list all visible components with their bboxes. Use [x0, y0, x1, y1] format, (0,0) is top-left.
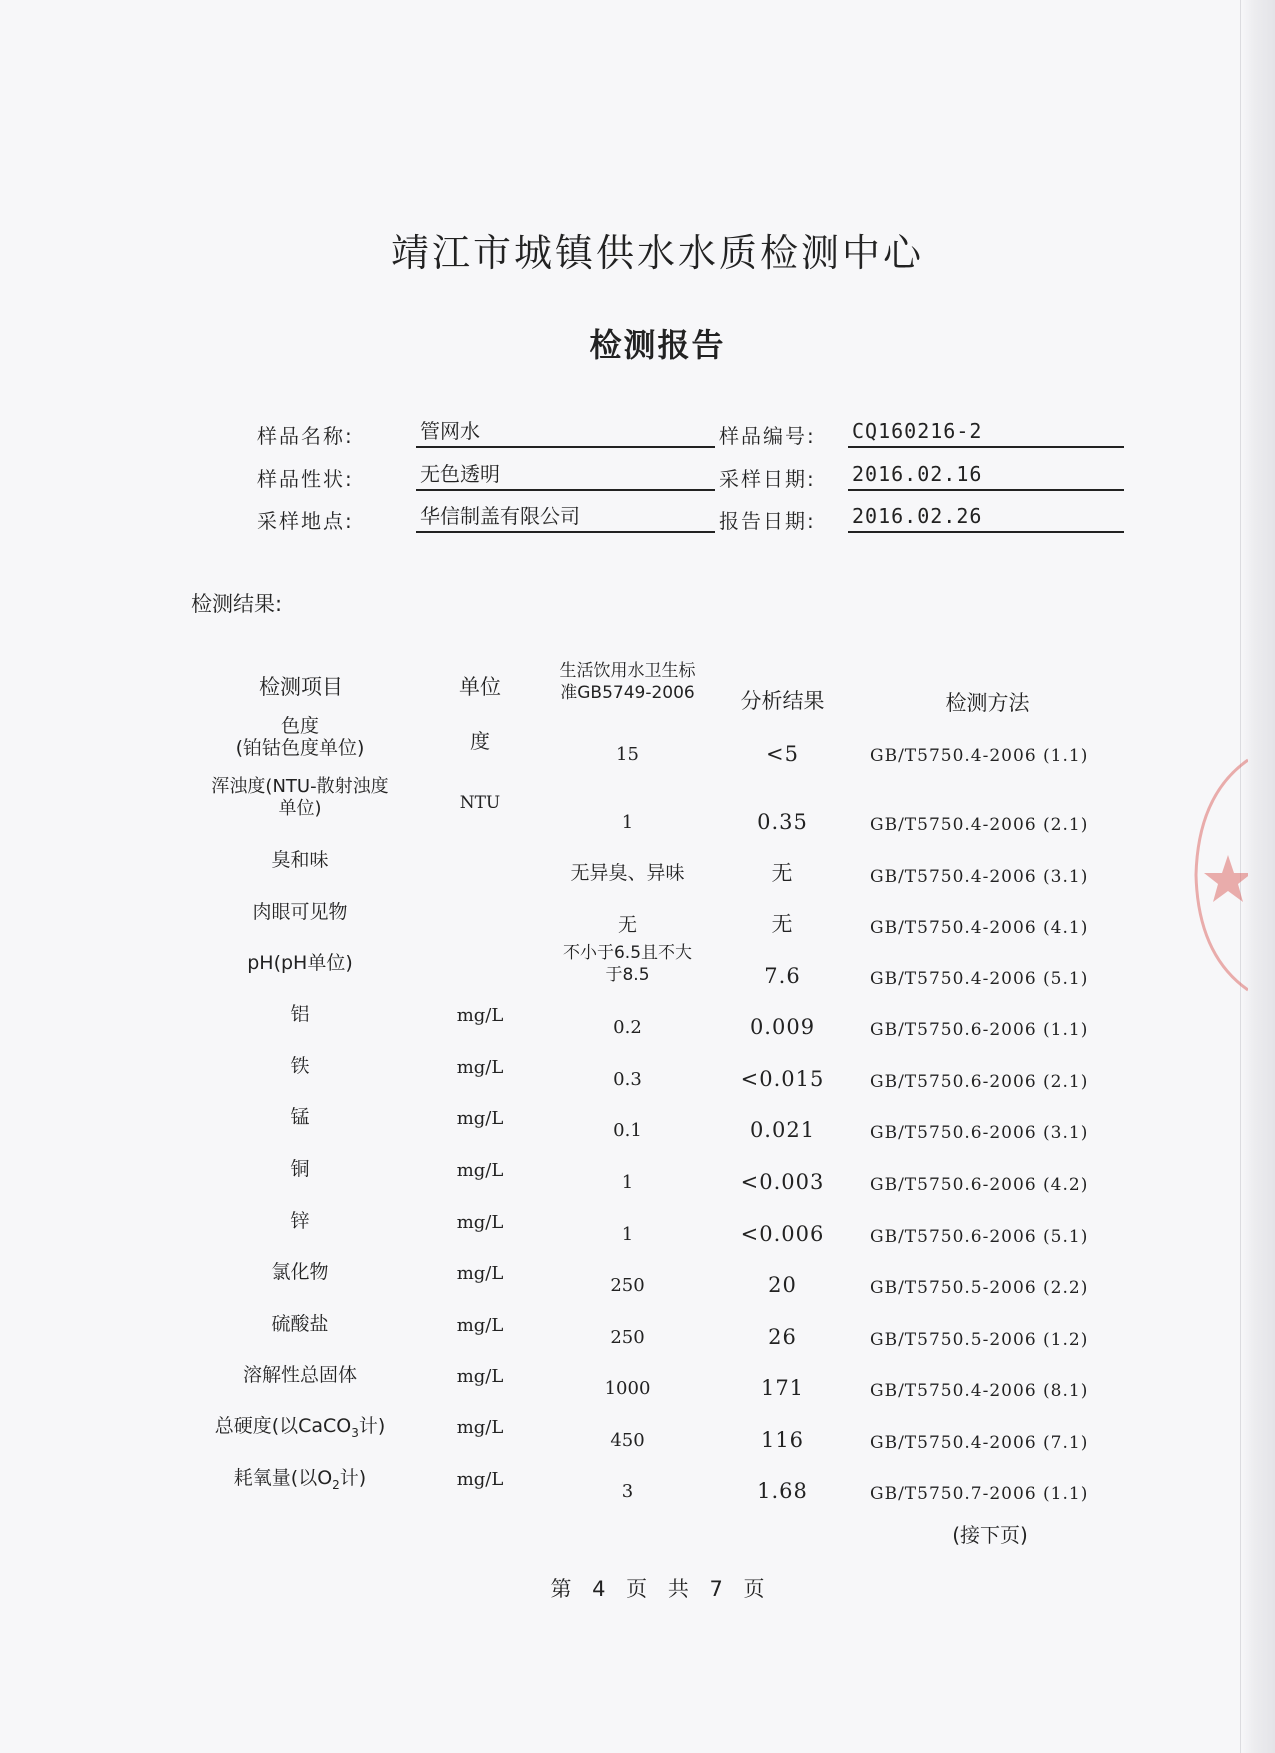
row-standard: 0.2 — [613, 1017, 642, 1038]
sampling-date-label: 采样日期: — [719, 467, 816, 491]
sampling-site-label: 采样地点: — [257, 509, 354, 533]
row-result: <0.006 — [740, 1222, 825, 1246]
page-number: 第 4 页 共 7 页 — [550, 1577, 765, 1601]
row-item: 铝 — [290, 1003, 310, 1025]
row-method: GB/T5750.5-2006 (2.2) — [870, 1278, 1089, 1298]
row-unit: mg/L — [456, 1315, 504, 1336]
row-item: 锰 — [290, 1106, 310, 1128]
row-result: 0.009 — [749, 1015, 816, 1039]
row-standard: 不小于6.5且不大 于8.5 — [562, 943, 693, 985]
row-unit: mg/L — [456, 1263, 504, 1284]
results-label: 检测结果: — [191, 592, 283, 616]
row-result: 0.35 — [757, 810, 808, 834]
header-item: 检测项目 — [259, 675, 343, 699]
sample-number-value: CQ160216-2 — [848, 416, 1124, 448]
sample-name-value: 管网水 — [416, 416, 715, 448]
row-method: GB/T5750.6-2006 (5.1) — [870, 1227, 1089, 1247]
row-result: 7.6 — [764, 964, 801, 988]
row-method: GB/T5750.6-2006 (3.1) — [870, 1123, 1089, 1143]
row-standard: 1 — [621, 812, 634, 833]
red-seal-stamp — [1188, 755, 1248, 995]
row-item: 耗氧量(以$O_2$计) — [233, 1467, 367, 1492]
row-method: GB/T5750.4-2006 (4.1) — [870, 918, 1089, 938]
row-item: 铁 — [290, 1055, 310, 1077]
header-standard: 生活饮用水卫生标 准GB5749-2006 — [559, 661, 696, 703]
row-method: GB/T5750.4-2006 (3.1) — [870, 867, 1089, 887]
report-date-value: 2016.02.26 — [848, 501, 1124, 533]
report-title: 检测报告 — [589, 326, 726, 364]
header-result: 分析结果 — [740, 689, 825, 713]
row-result: 1.68 — [757, 1479, 808, 1503]
row-item: 铜 — [290, 1158, 310, 1180]
row-standard: 无异臭、异味 — [570, 862, 685, 884]
row-result: <5 — [766, 742, 799, 766]
continued-note: (接下页) — [952, 1523, 1028, 1547]
row-item: 氯化物 — [271, 1261, 329, 1283]
header-unit: 单位 — [459, 675, 501, 699]
row-standard: 1 — [621, 1172, 634, 1193]
row-unit: mg/L — [456, 1160, 504, 1181]
row-result: 无 — [771, 912, 794, 936]
row-result: 无 — [771, 861, 794, 885]
row-item: pH(pH单位) — [247, 952, 353, 974]
row-item: 硫酸盐 — [271, 1313, 329, 1335]
row-standard: 250 — [610, 1275, 645, 1296]
row-method: GB/T5750.4-2006 (8.1) — [870, 1381, 1089, 1401]
row-method: GB/T5750.6-2006 (2.1) — [870, 1072, 1089, 1092]
row-standard: 0.1 — [613, 1120, 642, 1141]
row-standard: 3 — [621, 1481, 634, 1502]
row-item: 色度 (铂钴色度单位) — [235, 715, 365, 759]
row-standard: 0.3 — [613, 1069, 642, 1090]
row-result: 26 — [768, 1325, 797, 1349]
row-result: <0.003 — [740, 1170, 825, 1194]
row-unit: mg/L — [456, 1005, 504, 1026]
row-item: 溶解性总固体 — [242, 1364, 357, 1386]
row-result: <0.015 — [740, 1067, 825, 1091]
sampling-site-value: 华信制盖有限公司 — [416, 501, 715, 533]
row-method: GB/T5750.4-2006 (1.1) — [870, 746, 1089, 766]
row-result: 20 — [768, 1273, 797, 1297]
row-method: GB/T5750.6-2006 (1.1) — [870, 1020, 1089, 1040]
row-unit: mg/L — [456, 1366, 504, 1387]
report-date-label: 报告日期: — [719, 509, 816, 533]
row-method: GB/T5750.4-2006 (2.1) — [870, 815, 1089, 835]
sample-number-label: 样品编号: — [719, 424, 816, 448]
row-item: 浑浊度(NTU-散射浊度 单位) — [211, 776, 389, 819]
row-standard: 1 — [621, 1224, 634, 1245]
header-method: 检测方法 — [945, 691, 1030, 715]
row-item: 臭和味 — [271, 849, 329, 871]
organization-name: 靖江市城镇供水水质检测中心 — [390, 231, 924, 275]
row-unit: mg/L — [456, 1108, 504, 1129]
row-unit: mg/L — [456, 1469, 504, 1490]
row-item: 总硬度(以CaCO$_3$计) — [214, 1415, 386, 1440]
row-method: GB/T5750.5-2006 (1.2) — [870, 1330, 1089, 1350]
row-standard: 450 — [610, 1430, 645, 1451]
sampling-date-value: 2016.02.16 — [848, 459, 1124, 491]
sample-state-label: 样品性状: — [257, 467, 354, 491]
row-unit: mg/L — [456, 1212, 504, 1233]
row-standard: 无 — [617, 914, 637, 936]
row-standard: 250 — [610, 1327, 645, 1348]
row-standard: 1000 — [604, 1378, 651, 1399]
row-unit: 度 — [470, 729, 490, 753]
row-item: 锌 — [290, 1210, 310, 1232]
row-method: GB/T5750.4-2006 (7.1) — [870, 1433, 1089, 1453]
sample-state-value: 无色透明 — [416, 459, 715, 491]
row-method: GB/T5750.4-2006 (5.1) — [870, 969, 1089, 989]
row-method: GB/T5750.7-2006 (1.1) — [870, 1484, 1089, 1504]
row-result: 116 — [760, 1428, 805, 1452]
sample-name-label: 样品名称: — [257, 424, 354, 448]
row-result: 0.021 — [749, 1118, 816, 1142]
row-unit: mg/L — [456, 1057, 504, 1078]
row-unit: mg/L — [456, 1417, 504, 1438]
row-unit: NTU — [459, 793, 501, 813]
row-method: GB/T5750.6-2006 (4.2) — [870, 1175, 1089, 1195]
row-standard: 15 — [616, 744, 639, 765]
row-result: 171 — [760, 1376, 805, 1400]
row-item: 肉眼可见物 — [252, 901, 348, 923]
